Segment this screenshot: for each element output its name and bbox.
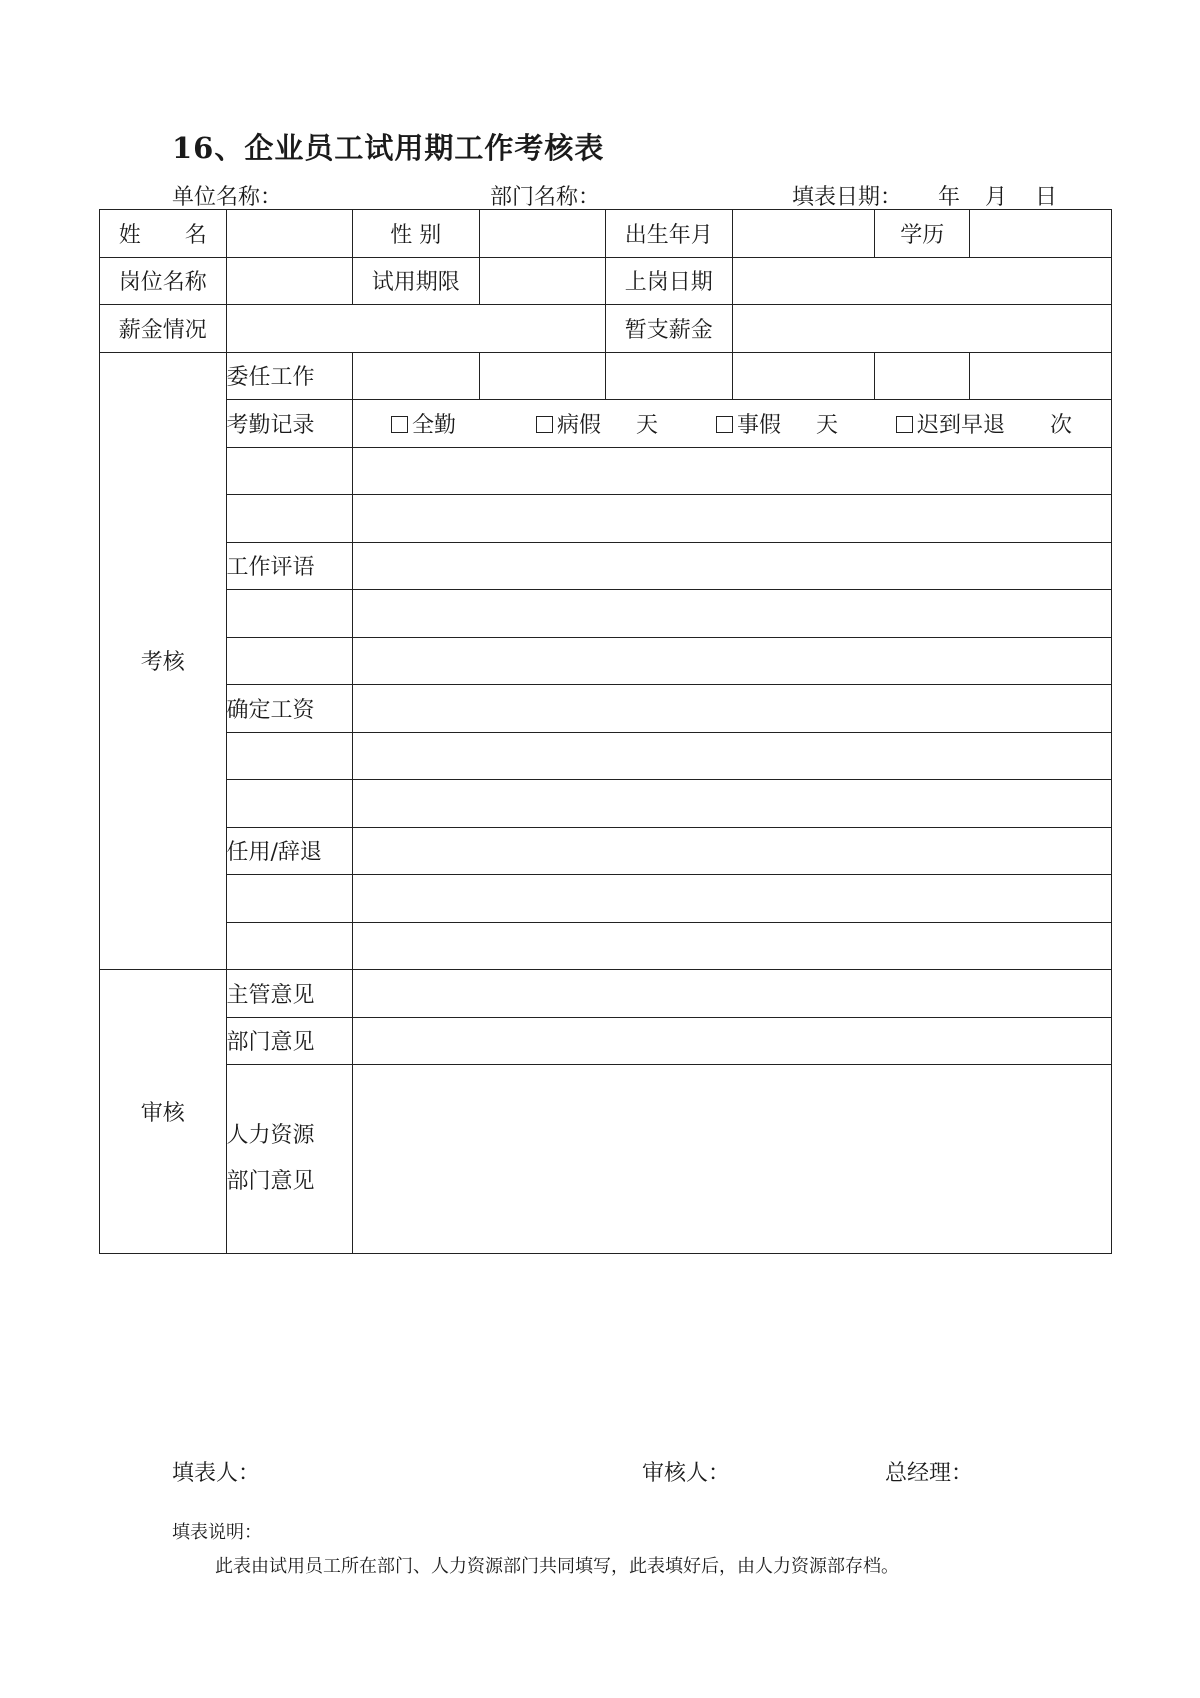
late-early-times-unit: 次 bbox=[1050, 412, 1073, 438]
hr-opinion-field[interactable] bbox=[353, 1065, 1112, 1254]
table-row bbox=[100, 495, 1112, 543]
name-label: 姓 名 bbox=[100, 210, 227, 258]
confirm-salary-field[interactable] bbox=[353, 732, 1112, 780]
checkbox-icon[interactable] bbox=[536, 416, 553, 433]
personal-leave-option[interactable]: 事假 bbox=[716, 408, 816, 439]
instructions-title: 填表说明： bbox=[172, 1522, 262, 1543]
hr-opinion-label-line-1: 人力资源 bbox=[226, 1123, 315, 1148]
hire-dismiss-field[interactable] bbox=[353, 922, 1112, 970]
table-row bbox=[100, 210, 1112, 258]
supervisor-opinion-field[interactable] bbox=[353, 970, 1112, 1018]
position-field[interactable] bbox=[226, 257, 353, 305]
table-row bbox=[100, 1017, 1112, 1065]
work-comment-field[interactable] bbox=[353, 542, 1112, 590]
unit-name-label: 单位名称： bbox=[172, 185, 283, 210]
table-row bbox=[100, 447, 1112, 495]
attendance-options bbox=[353, 400, 1112, 448]
reviewer-signature-label: 审核人： bbox=[642, 1461, 731, 1486]
sick-leave-days-unit: 天 bbox=[636, 412, 659, 438]
blank-label-cell bbox=[226, 732, 353, 780]
temp-salary-field[interactable] bbox=[732, 305, 1112, 353]
start-date-label: 上岗日期 bbox=[606, 257, 733, 305]
table-row bbox=[100, 685, 1112, 733]
work-comment-field[interactable] bbox=[353, 590, 1112, 638]
blank-label-cell bbox=[226, 495, 353, 543]
start-date-field[interactable] bbox=[732, 257, 1112, 305]
table-row bbox=[100, 542, 1112, 590]
sick-leave-option[interactable]: 病假 bbox=[536, 408, 636, 439]
confirm-salary-field[interactable] bbox=[353, 780, 1112, 828]
table-row bbox=[100, 305, 1112, 353]
hire-dismiss-field[interactable] bbox=[353, 875, 1112, 923]
table-row bbox=[100, 257, 1112, 305]
probation-field[interactable] bbox=[479, 257, 606, 305]
assessment-field[interactable] bbox=[353, 447, 1112, 495]
review-section-label: 审核 bbox=[100, 970, 227, 1254]
table-row bbox=[100, 780, 1112, 828]
assigned-work-field-4[interactable] bbox=[732, 352, 875, 400]
confirm-salary-field[interactable] bbox=[353, 685, 1112, 733]
dept-name-label: 部门名称： bbox=[490, 185, 601, 210]
gender-label: 性 别 bbox=[353, 210, 480, 258]
education-field[interactable] bbox=[970, 210, 1112, 258]
table-row bbox=[100, 827, 1112, 875]
temp-salary-label: 暂支薪金 bbox=[606, 305, 733, 353]
day-label: 日 bbox=[1035, 185, 1058, 210]
table-row bbox=[100, 875, 1112, 923]
hr-opinion-label-line-2: 部门意见 bbox=[226, 1169, 315, 1194]
late-early-option[interactable]: 迟到早退 bbox=[896, 408, 1050, 439]
table-row bbox=[100, 732, 1112, 780]
fill-date-label: 填表日期： bbox=[792, 185, 903, 210]
form-title: 16、企业员工试用期工作考核表 bbox=[172, 131, 605, 165]
confirm-salary-label: 确定工资 bbox=[226, 685, 353, 733]
table-row bbox=[100, 590, 1112, 638]
work-comment-label: 工作评语 bbox=[226, 542, 353, 590]
filler-signature-label: 填表人： bbox=[172, 1461, 261, 1486]
name-field[interactable] bbox=[226, 210, 353, 258]
instructions-text: 此表由试用员工所在部门、人力资源部门共同填写，此表填好后，由人力资源部存档。 bbox=[215, 1556, 899, 1577]
table-row bbox=[100, 352, 1112, 400]
month-label: 月 bbox=[985, 185, 1008, 210]
checkbox-icon[interactable] bbox=[716, 416, 733, 433]
table-row bbox=[100, 922, 1112, 970]
table-row bbox=[100, 1065, 1112, 1254]
full-attendance-option[interactable]: 全勤 bbox=[391, 408, 536, 439]
assessment-form-table bbox=[99, 209, 1112, 1254]
hire-dismiss-field[interactable] bbox=[353, 827, 1112, 875]
birth-field[interactable] bbox=[732, 210, 875, 258]
blank-label-cell bbox=[226, 590, 353, 638]
personal-leave-days-unit: 天 bbox=[816, 412, 839, 438]
hr-opinion-label bbox=[226, 1065, 353, 1254]
table-row bbox=[100, 970, 1112, 1018]
manager-signature-label: 总经理： bbox=[885, 1461, 974, 1486]
assigned-work-field-5[interactable] bbox=[875, 352, 970, 400]
assessment-section-label: 考核 bbox=[100, 352, 227, 970]
assigned-work-field-3[interactable] bbox=[606, 352, 733, 400]
blank-label-cell bbox=[226, 780, 353, 828]
salary-label: 薪金情况 bbox=[100, 305, 227, 353]
blank-label-cell bbox=[226, 637, 353, 685]
assigned-work-field-2[interactable] bbox=[479, 352, 606, 400]
work-comment-field[interactable] bbox=[353, 637, 1112, 685]
checkbox-icon[interactable] bbox=[896, 416, 913, 433]
department-opinion-label: 部门意见 bbox=[226, 1017, 353, 1065]
hire-dismiss-label: 任用/辞退 bbox=[226, 827, 353, 875]
assessment-field[interactable] bbox=[353, 495, 1112, 543]
year-label: 年 bbox=[938, 185, 961, 210]
position-label: 岗位名称 bbox=[100, 257, 227, 305]
birth-label: 出生年月 bbox=[606, 210, 733, 258]
education-label: 学历 bbox=[875, 210, 970, 258]
assigned-work-field-1[interactable] bbox=[353, 352, 480, 400]
supervisor-opinion-label: 主管意见 bbox=[226, 970, 353, 1018]
attendance-label: 考勤记录 bbox=[226, 400, 353, 448]
table-row bbox=[100, 637, 1112, 685]
blank-label-cell bbox=[226, 875, 353, 923]
probation-label: 试用期限 bbox=[353, 257, 480, 305]
blank-label-cell bbox=[226, 922, 353, 970]
assigned-work-label: 委任工作 bbox=[226, 352, 353, 400]
gender-field[interactable] bbox=[479, 210, 606, 258]
checkbox-icon[interactable] bbox=[391, 416, 408, 433]
assigned-work-field-6[interactable] bbox=[970, 352, 1112, 400]
salary-field[interactable] bbox=[226, 305, 606, 353]
table-row bbox=[100, 400, 1112, 448]
blank-label-cell bbox=[226, 447, 353, 495]
department-opinion-field[interactable] bbox=[353, 1017, 1112, 1065]
